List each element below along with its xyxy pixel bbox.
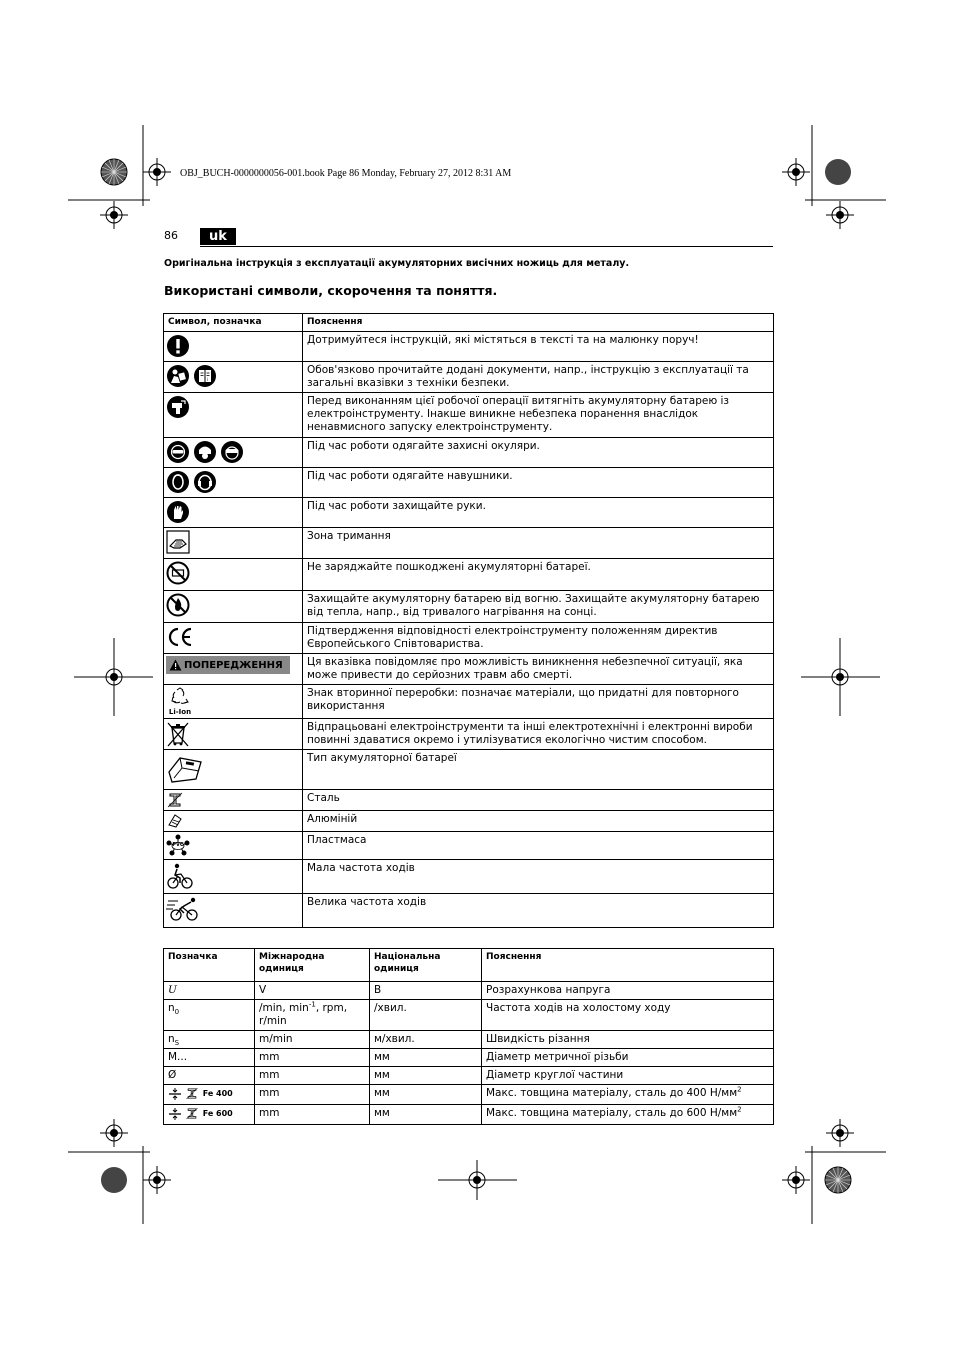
unit-symbol: n [168, 1002, 175, 1014]
ear-protection-icon [166, 470, 190, 494]
book-icon [193, 364, 217, 388]
column-header-explanation: Пояснення [482, 949, 774, 982]
fast-cyclist-icon [166, 896, 200, 922]
intl-unit: mm [255, 1067, 370, 1085]
table-row [164, 1105, 774, 1125]
table-row [164, 832, 774, 860]
safety-glasses-icon [166, 440, 190, 464]
table-row [164, 811, 774, 832]
remove-battery-icon [166, 395, 190, 419]
page-number: 86 [164, 229, 178, 242]
national-unit: мм [370, 1067, 482, 1085]
table-row [164, 1049, 774, 1067]
unit-description: Швидкість різання [482, 1031, 774, 1049]
unit-description: Макс. товщина матеріалу, сталь до 600 Н/мм [486, 1107, 738, 1119]
section-title: Використані символи, скорочення та поняття. [164, 283, 498, 298]
table-row [164, 654, 774, 685]
intl-unit: mm [255, 1049, 370, 1067]
li-ion-label: Li-Ion [168, 708, 192, 716]
table-row [164, 438, 774, 468]
national-unit: /хвил. [370, 1000, 482, 1031]
symbol-description: Дотримуйтеся інструкцій, які містяться в тексті та на малюнку поруч! [303, 332, 774, 362]
gloves-icon [166, 500, 190, 524]
recycle-arrows-icon [169, 687, 191, 705]
table-row [164, 332, 774, 362]
symbol-description: Під час роботи захищайте руки. [303, 498, 774, 528]
table-row [164, 362, 774, 393]
material-thickness-icon [168, 1108, 182, 1120]
warning-label-icon [166, 656, 290, 674]
column-header-national-unit: Національна одиниця [370, 949, 482, 982]
unit-symbol-subscript: S [174, 1039, 180, 1048]
table-row [164, 685, 774, 719]
unit-description: Діаметр метричної різьби [482, 1049, 774, 1067]
exclamation-icon [166, 334, 190, 358]
symbol-description: Захищайте акумуляторну батарею від вогню. Захищайте акумуляторну батарею від тепла, напр., від тривалого нагрівання на сонці. [303, 591, 774, 623]
no-fire-icon [166, 593, 190, 617]
unit-description: Частота ходів на холостому ходу [482, 1000, 774, 1031]
slow-cyclist-icon [166, 862, 194, 890]
intl-unit-rest: , rpm, r/min [259, 1002, 348, 1027]
table-row [164, 719, 774, 750]
unit-description: Діаметр круглої частини [482, 1067, 774, 1085]
steel-grade-label: Fe 400 [202, 1089, 233, 1098]
table-row [164, 393, 774, 438]
table-row [164, 982, 774, 1000]
ce-mark-icon [166, 625, 194, 649]
goggles-icon [220, 440, 244, 464]
national-unit: В [370, 982, 482, 1000]
table-row [164, 894, 774, 928]
no-charge-damaged-battery-icon [166, 561, 190, 585]
battery-pack-icon [166, 752, 204, 786]
national-unit: м/хвил. [370, 1031, 482, 1049]
symbols-table [163, 313, 774, 928]
warning-triangle-icon [169, 659, 182, 671]
national-unit: мм [370, 1105, 482, 1125]
face-shield-icon [193, 440, 217, 464]
book-slug: OBJ_BUCH-0000000056-001.book Page 86 Monday, February 27, 2012 8:31 AM [180, 168, 512, 179]
table-row [164, 750, 774, 790]
table-row [164, 1085, 774, 1105]
table-row [164, 623, 774, 654]
header-rule [200, 246, 773, 247]
unit-symbol: M... [164, 1049, 255, 1067]
crossed-bin-icon [166, 721, 190, 747]
steel-icon [185, 1107, 199, 1120]
symbol-description: Алюміній [303, 811, 774, 832]
language-badge: uk [200, 228, 236, 245]
table-header-row [164, 314, 774, 332]
symbol-description: Сталь [303, 790, 774, 811]
unit-description: Макс. товщина матеріалу, сталь до 400 Н/мм [486, 1087, 738, 1099]
units-table [163, 948, 774, 1125]
table-row [164, 498, 774, 528]
column-header-symbol: Символ, позначка [164, 314, 303, 332]
ear-muffs-icon [193, 470, 217, 494]
intl-unit: mm [255, 1105, 370, 1125]
table-row [164, 790, 774, 811]
grip-zone-icon [166, 530, 190, 554]
national-unit: мм [370, 1049, 482, 1067]
symbol-description: Тип акумуляторної батареї [303, 750, 774, 790]
table-row [164, 559, 774, 591]
unit-description: Розрахункова напруга [482, 982, 774, 1000]
intl-unit: /min, min [259, 1002, 309, 1014]
table-row [164, 860, 774, 894]
national-unit: мм [370, 1085, 482, 1105]
pvc-label: PVC [172, 842, 184, 848]
table-header-row [164, 949, 774, 982]
symbol-description: Підтвердження відповідності електроінструменту положенням директив Європейського Співтовариства. [303, 623, 774, 654]
steel-icon [166, 792, 184, 808]
symbol-description: Мала частота ходів [303, 860, 774, 894]
plastic-icon [166, 834, 190, 856]
table-row [164, 1000, 774, 1031]
symbol-description: Зона тримання [303, 528, 774, 559]
symbol-description: Відпрацьовані електроінструменти та інші електротехнічні і електронні вироби повинні здаватися окремо і утилізуватися екологічно чистим способом. [303, 719, 774, 750]
intl-unit: m/min [255, 1031, 370, 1049]
symbol-description: Велика частота ходів [303, 894, 774, 928]
steel-icon [185, 1087, 199, 1100]
unit-description-superscript: 2 [737, 1105, 742, 1114]
steel-grade-label: Fe 600 [202, 1109, 233, 1118]
symbol-description: Обов'язково прочитайте додані документи, напр., інструкцію з експлуатації та загальні вказівки з техніки безпеки. [303, 362, 774, 393]
intl-unit-superscript: -1 [308, 1000, 316, 1009]
symbol-description: Не заряджайте пошкоджені акумуляторні батареї. [303, 559, 774, 591]
symbol-description: Перед виконанням цієї робочої операції витягніть акумуляторну батарею із електроінструменту. Інакше виникне небезпека поранення внаслідок ненавмисного запуску електроінструменту. [303, 393, 774, 438]
document-subtitle: Оригінальна інструкція з експлуатації акумуляторних висічних ножиць для металу. [164, 258, 630, 269]
column-header-symbol: Позначка [164, 949, 255, 982]
symbol-description: Знак вторинної переробки: позначає матеріали, що придатні для повторного використання [303, 685, 774, 719]
column-header-explanation: Пояснення [303, 314, 774, 332]
table-row [164, 528, 774, 559]
intl-unit: V [255, 982, 370, 1000]
table-row [164, 1031, 774, 1049]
recycle-li-ion-icon [166, 687, 194, 716]
unit-description-superscript: 2 [737, 1085, 742, 1094]
table-row [164, 1067, 774, 1085]
aluminium-icon [166, 813, 184, 829]
unit-symbol: U [168, 984, 177, 996]
symbol-description: Під час роботи одягайте навушники. [303, 468, 774, 498]
symbol-description: Ця вказівка повідомляє про можливість виникнення небезпечної ситуації, яка може привести до серйозних травм або смерті. [303, 654, 774, 685]
table-row [164, 591, 774, 623]
column-header-intl-unit: Міжнародна одиниця [255, 949, 370, 982]
symbol-description: Під час роботи одягайте захисні окуляри. [303, 438, 774, 468]
unit-symbol-subscript: 0 [174, 1008, 180, 1017]
read-manual-icon [166, 364, 190, 388]
svg-text:i: i [207, 377, 209, 382]
unit-symbol: n [168, 1033, 175, 1045]
table-row [164, 468, 774, 498]
warning-label-text: ПОПЕРЕДЖЕННЯ [184, 659, 283, 671]
unit-symbol: Ø [164, 1067, 255, 1085]
symbol-description: Пластмаса [303, 832, 774, 860]
intl-unit: mm [255, 1085, 370, 1105]
material-thickness-icon [168, 1088, 182, 1100]
